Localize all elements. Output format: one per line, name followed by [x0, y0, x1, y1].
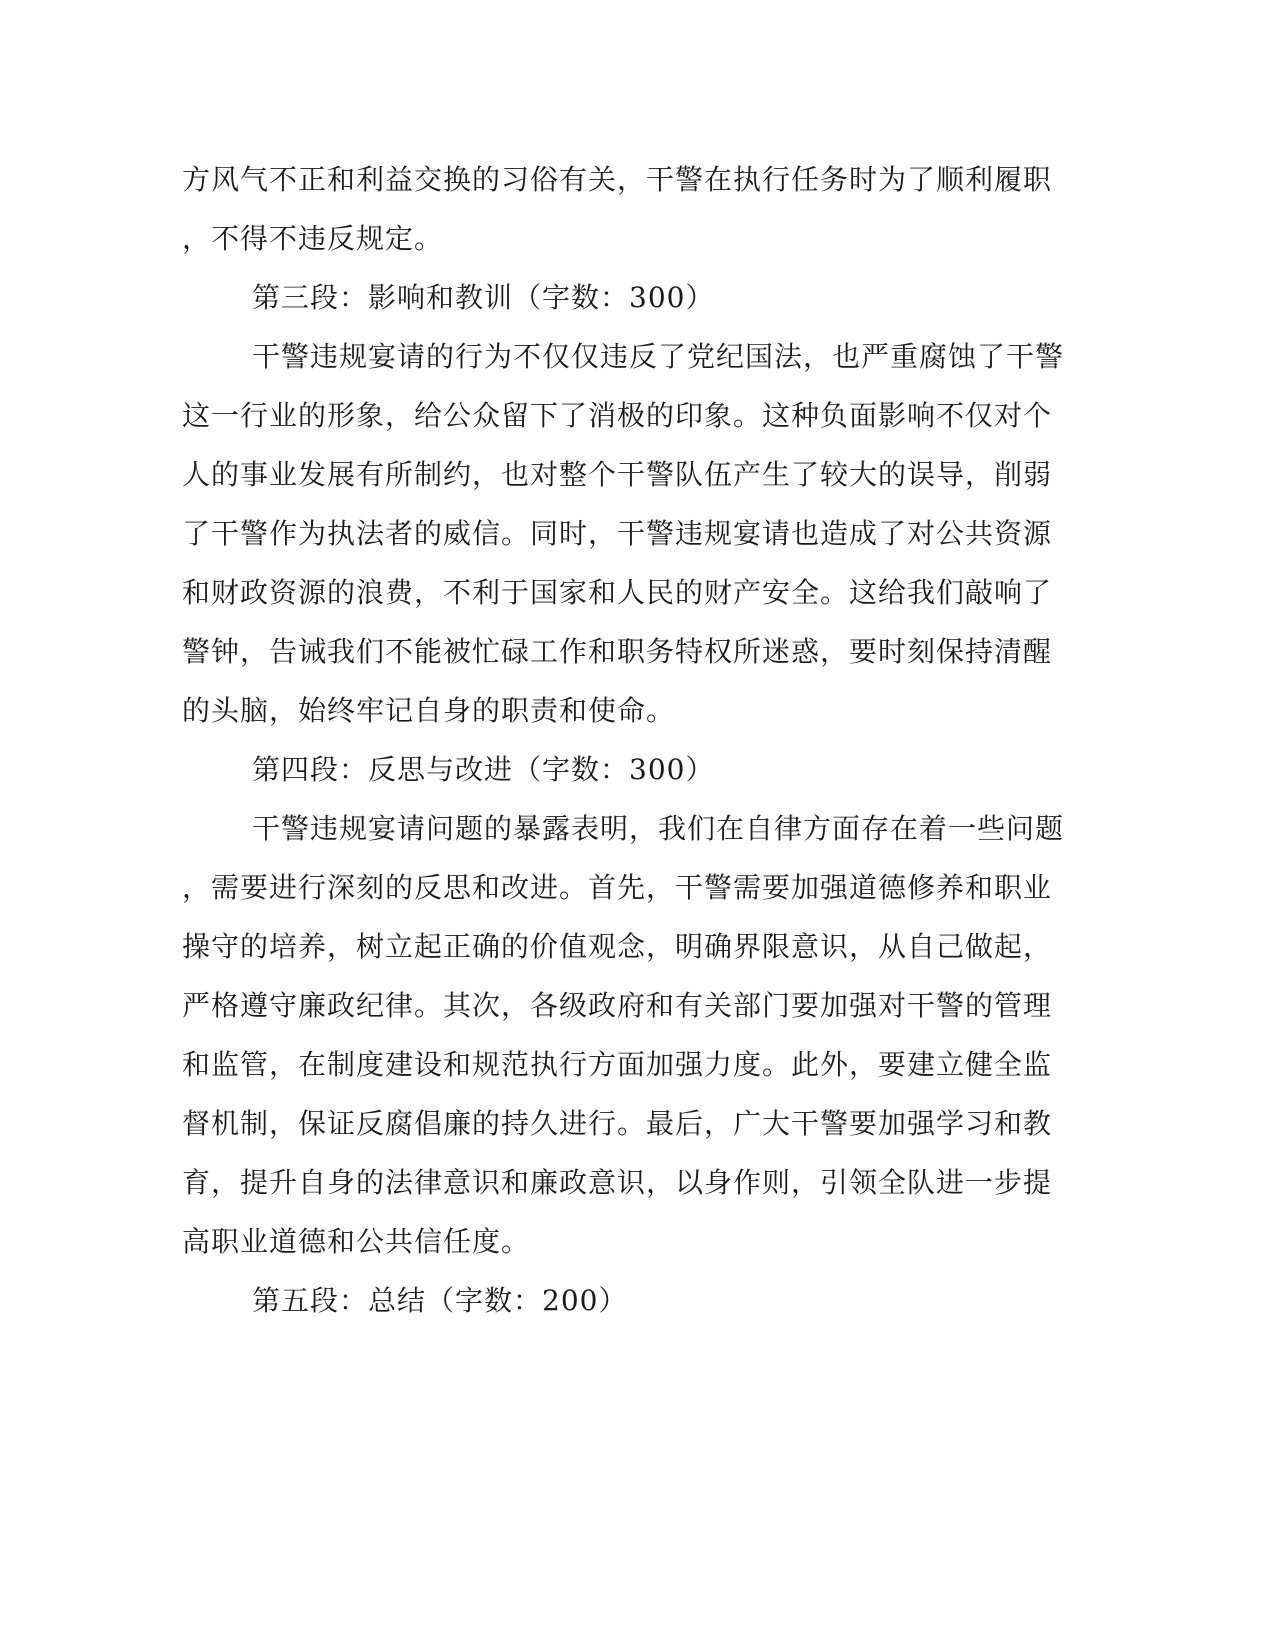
body-text-line: 干警违规宴请问题的暴露表明，我们在自律方面存在着一些问题: [252, 812, 1065, 845]
body-text-line: 操守的培养，树立起正确的价值观念，明确界限意识，从自己做起，: [182, 930, 1053, 963]
body-text-line: 人的事业发展有所制约，也对整个干警队伍产生了较大的误导，削弱: [182, 458, 1053, 491]
section-heading: 第五段：总结（字数：200）: [252, 1284, 628, 1317]
body-text-line: 干警违规宴请的行为不仅仅违反了党纪国法，也严重腐蚀了干警: [252, 340, 1065, 373]
body-text-line: 警钟，告诫我们不能被忙碌工作和职务特权所迷惑，要时刻保持清醒: [182, 635, 1053, 668]
body-text-line: 方风气不正和利益交换的习俗有关，干警在执行任务时为了顺利履职: [182, 163, 1053, 196]
body-text-line: ，需要进行深刻的反思和改进。首先，干警需要加强道德修养和职业: [182, 871, 1053, 904]
body-text-line: 这一行业的形象，给公众留下了消极的印象。这种负面影响不仅对个: [182, 399, 1053, 432]
body-text-line: 和监管，在制度建设和规范执行方面加强力度。此外，要建立健全监: [182, 1048, 1053, 1081]
body-text-line: 了干警作为执法者的威信。同时，干警违规宴请也造成了对公共资源: [182, 517, 1053, 550]
section-heading: 第三段：影响和教训（字数：300）: [252, 281, 715, 314]
body-text-line: 的头脑，始终牢记自身的职责和使命。: [182, 694, 676, 727]
section-heading: 第四段：反思与改进（字数：300）: [252, 753, 715, 786]
body-text-line: 育，提升自身的法律意识和廉政意识，以身作则，引领全队进一步提: [182, 1166, 1053, 1199]
body-text-line: 严格遵守廉政纪律。其次，各级政府和有关部门要加强对干警的管理: [182, 989, 1053, 1022]
body-text-line: ，不得不违反规定。: [182, 222, 444, 255]
body-text-line: 督机制，保证反腐倡廉的持久进行。最后，广大干警要加强学习和教: [182, 1107, 1053, 1140]
body-text-line: 和财政资源的浪费，不利于国家和人民的财产安全。这给我们敲响了: [182, 576, 1053, 609]
body-text-line: 高职业道德和公共信任度。: [182, 1225, 531, 1258]
